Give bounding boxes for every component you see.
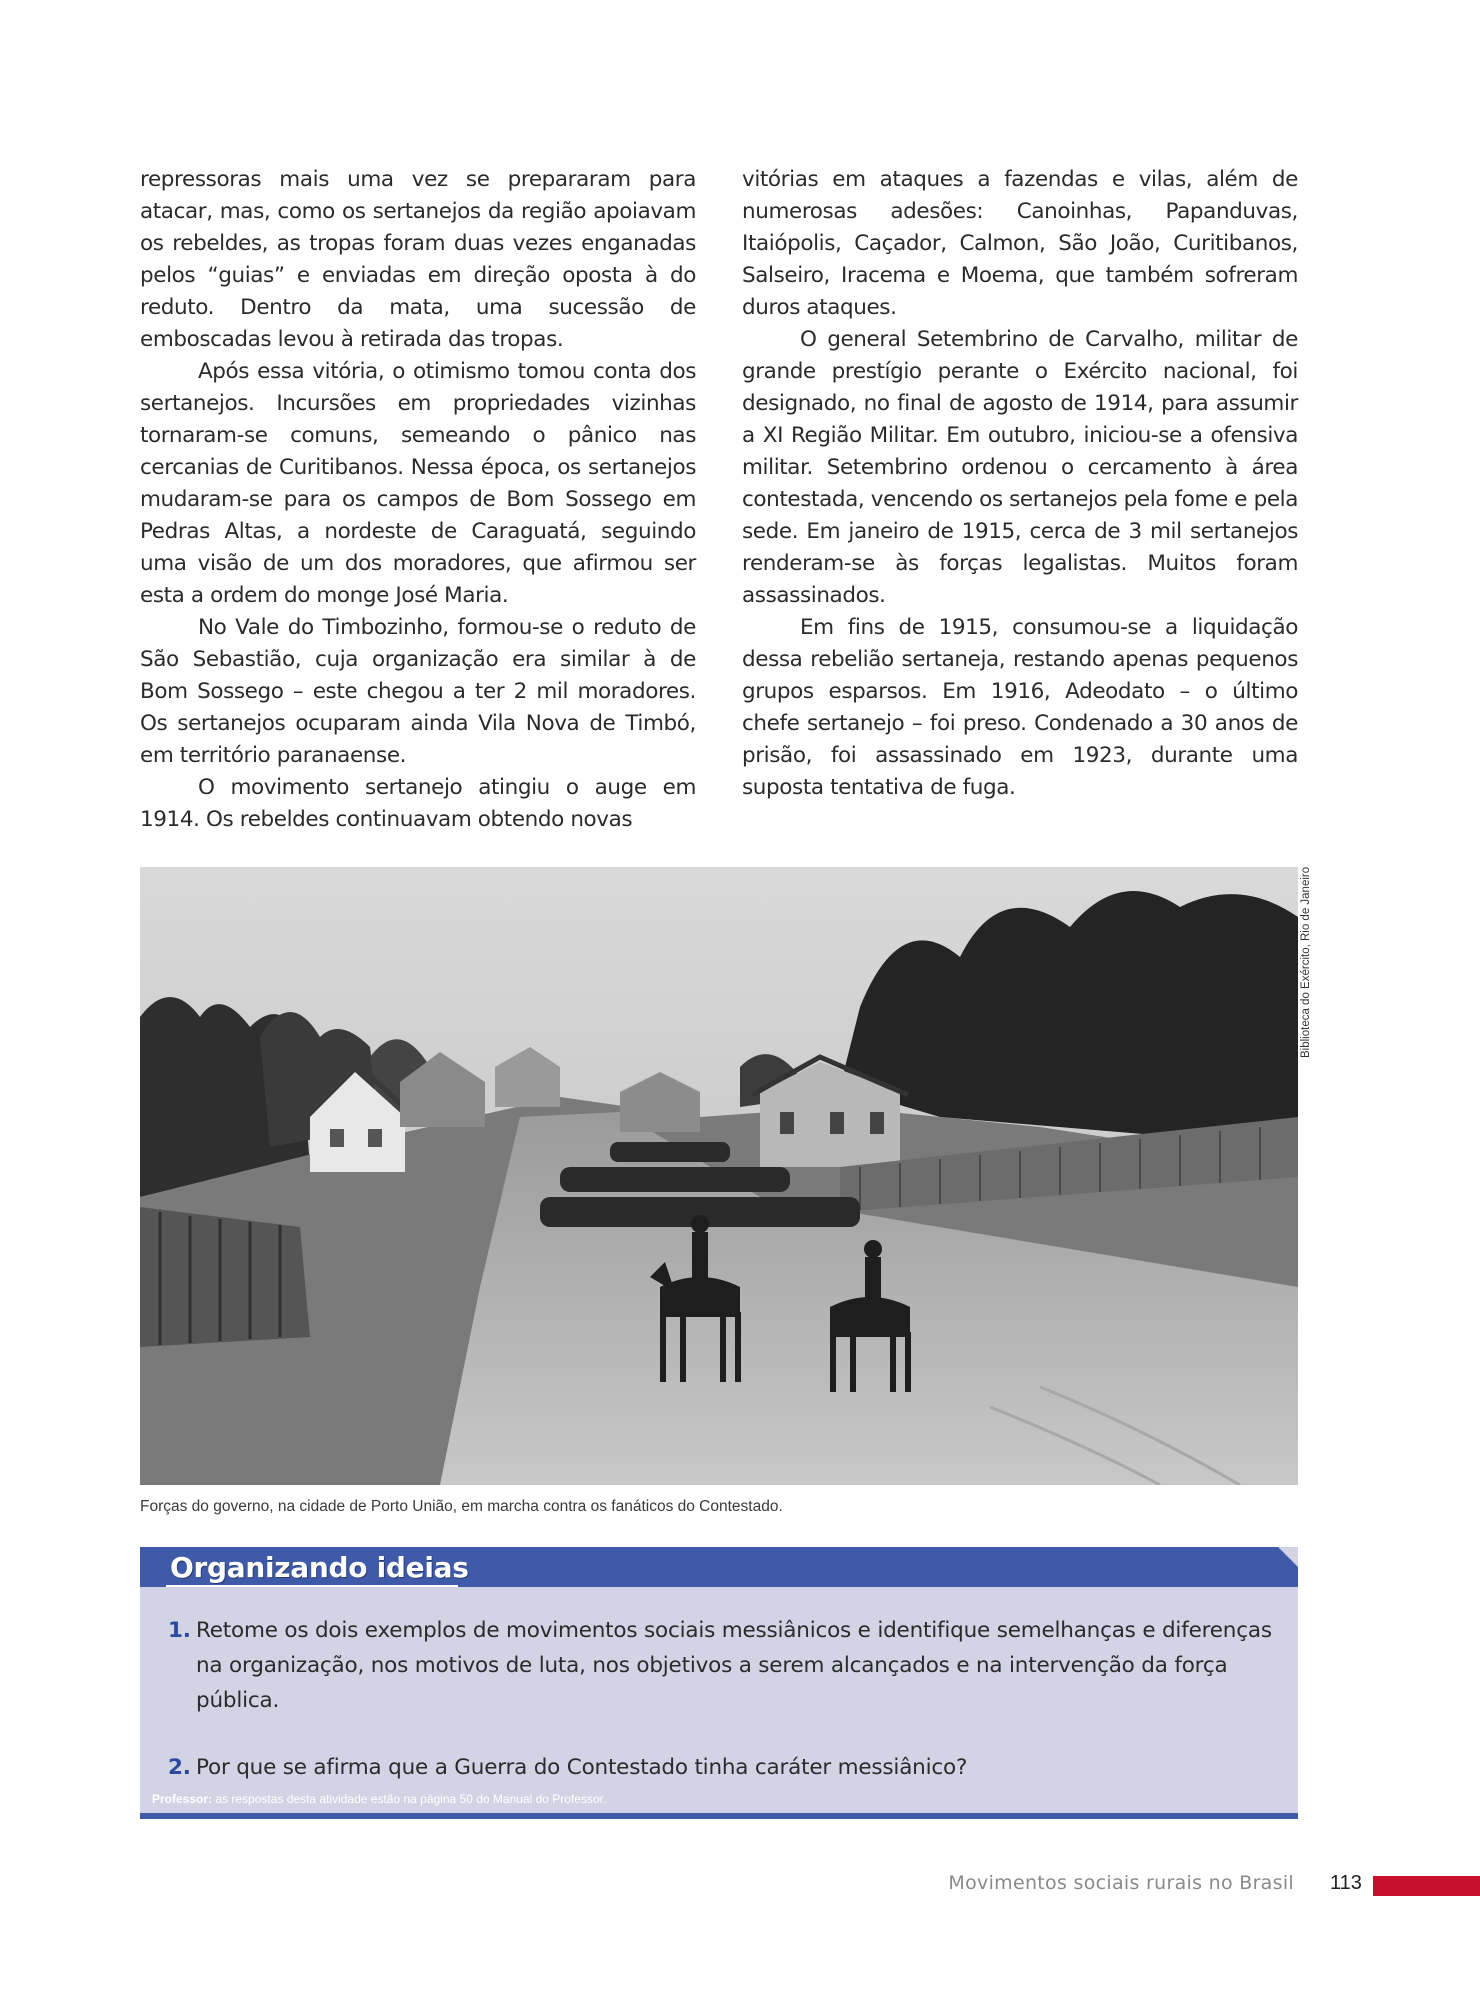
teacher-note bbox=[152, 1792, 606, 1806]
organizing-ideas-box bbox=[140, 1547, 1298, 1819]
question-number: 1. bbox=[168, 1618, 191, 1643]
paragraph: repressoras mais uma vez se prepararam para atacar, mas, como os sertanejos da região apoiavam os rebeldes, as tropas foram duas vezes enganadas pelos “guias” e enviadas em direção oposta à do reduto. Dentro da mata, uma sucessão de emboscadas levou à retirada das tropas. bbox=[140, 167, 696, 352]
photo-credit bbox=[1290, 868, 1310, 1058]
footer-accent-bar bbox=[1373, 1876, 1480, 1896]
left-text-column bbox=[140, 164, 696, 836]
paragraph: No Vale do Timbozinho, formou-se o reduto de São Sebastião, cuja organização era similar à de Bom Sossego – este chegou a ter 2 mil moradores. Os sertanejos ocuparam ainda Vila Nova de Timbó, em território paranaense. bbox=[140, 615, 696, 768]
right-text-column bbox=[742, 164, 1298, 804]
photo-illustration bbox=[140, 867, 1298, 1485]
paragraph: vitórias em ataques a fazendas e vilas, além de numerosas adesões: Canoinhas, Papanduvas, Itaiópolis, Caçador, Calmon, São João, Curitibanos, Salseiro, Iracema e Moema, que também sofreram duros ataques. bbox=[742, 167, 1298, 320]
teacher-note-label: Professor: bbox=[152, 1792, 213, 1806]
paragraph: O general Setembrino de Carvalho, militar de grande prestígio perante o Exército nacional, foi designado, no final de agosto de 1914, para assumir a XI Região Militar. Em outubro, iniciou-se a ofensiva militar. Setembrino ordenou o cercamento à área contestada, vencendo os sertanejos pela fome e pela sede. Em janeiro de 1915, cerca de 3 mil sertanejos renderam-se às forças legalistas. Muitos foram assassinados. bbox=[742, 327, 1298, 608]
photo-caption: Forças do governo, na cidade de Porto União, em marcha contra os fanáticos do Contestado. bbox=[140, 1498, 783, 1515]
box-bottom-rule bbox=[140, 1813, 1298, 1819]
paragraph: Em fins de 1915, consumou-se a liquidação dessa rebelião sertaneja, restando apenas pequenos grupos esparsos. Em 1916, Adeodato – o último chefe sertanejo – foi preso. Condenado a 30 anos de prisão, foi assassinado em 1923, durante uma suposta tentativa de fuga. bbox=[742, 615, 1298, 800]
teacher-note-text: as respostas desta atividade estão na página 50 do Manual do Professor. bbox=[212, 1792, 607, 1806]
question-text: Retome os dois exemplos de movimentos sociais messiânicos e identifique semelhanças e diferenças na organização, nos motivos de luta, nos objetivos a serem alcançados e na intervenção da força pública. bbox=[196, 1618, 1272, 1713]
paragraph: O movimento sertanejo atingiu o auge em 1914. Os rebeldes continuavam obtendo novas bbox=[140, 775, 696, 832]
photo-credit-text: Biblioteca do Exército, Rio de Janeiro bbox=[1300, 866, 1312, 1058]
historical-photo bbox=[140, 867, 1298, 1485]
running-footer: Movimentos sociais rurais no Brasil bbox=[948, 1872, 1294, 1894]
question-item bbox=[168, 1613, 1278, 1718]
question-text: Por que se afirma que a Guerra do Contestado tinha caráter messiânico? bbox=[196, 1755, 968, 1780]
question-number: 2. bbox=[168, 1755, 191, 1780]
page-number: 113 bbox=[1330, 1872, 1362, 1894]
box-title: Organizando ideias bbox=[170, 1551, 469, 1584]
title-underline bbox=[166, 1585, 458, 1587]
question-item bbox=[168, 1750, 1278, 1785]
paragraph: Após essa vitória, o otimismo tomou conta dos sertanejos. Incursões em propriedades vizinhas tornaram-se comuns, semeando o pânico nas cercanias de Curitibanos. Nessa época, os sertanejos mudaram-se para os campos de Bom Sossego em Pedras Altas, a nordeste de Caraguatá, seguindo uma visão de um dos moradores, que afirmou ser esta a ordem do monge José Maria. bbox=[140, 359, 696, 608]
